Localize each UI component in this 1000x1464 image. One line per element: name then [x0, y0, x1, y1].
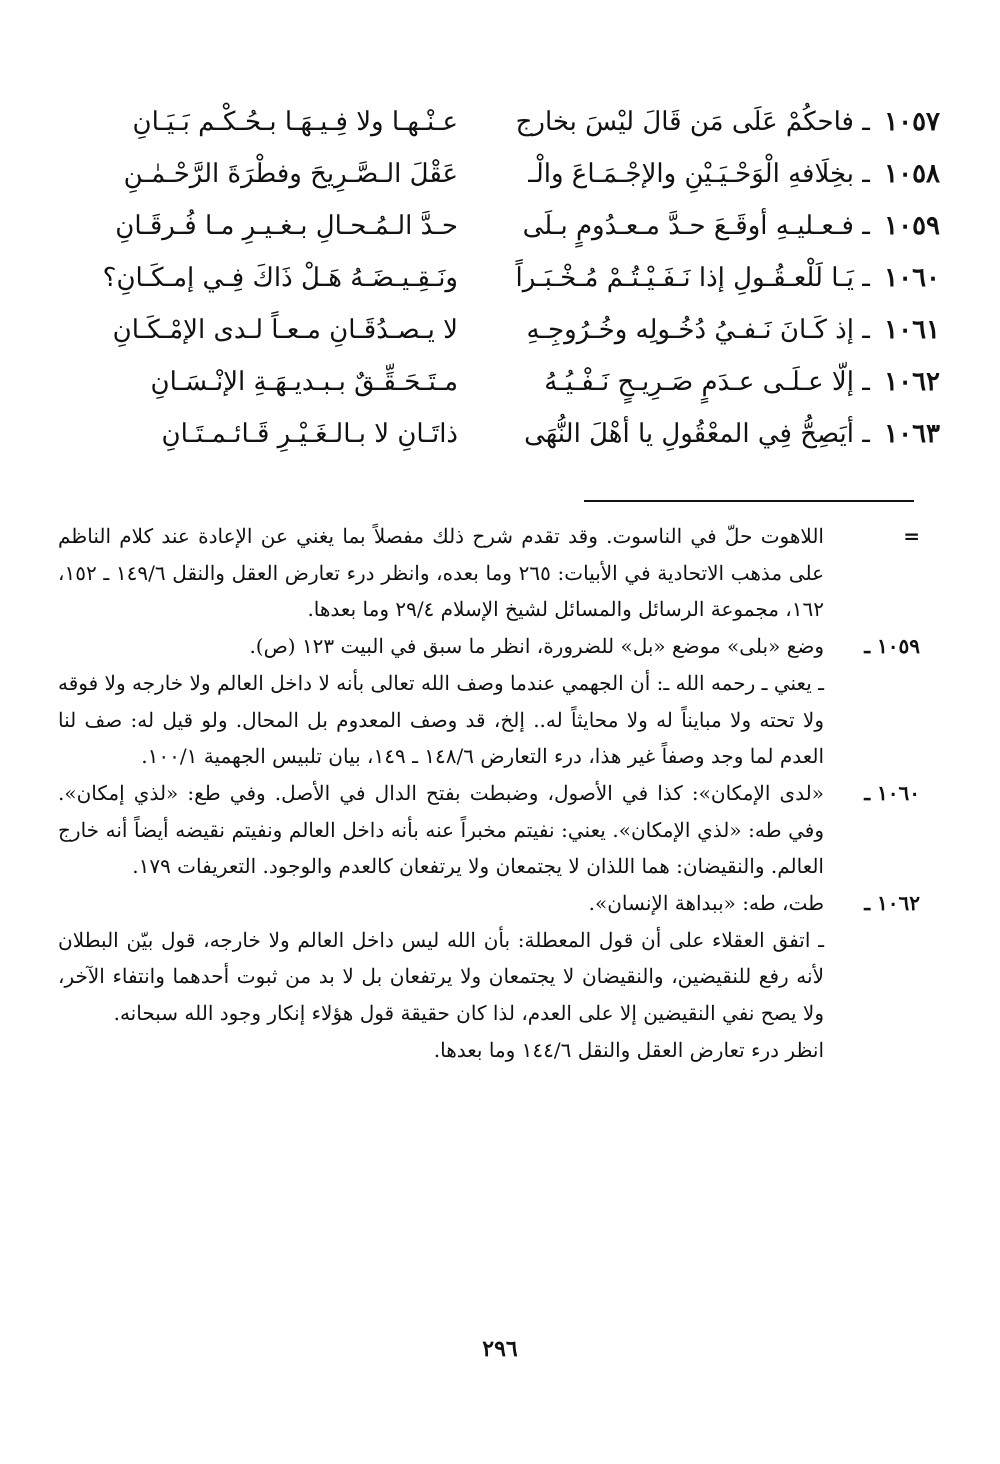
- footnote-marker: ١٠٦٠ ـ: [864, 780, 920, 805]
- footnote-text: طت، طه: «ببداهة الإنسان».: [588, 891, 824, 916]
- verse-line: [40, 252, 940, 304]
- verse-second-half: عَقْلَ الـصَّـرِيحَ وفطْرَةَ الرَّحْـمٰـنِ: [123, 159, 458, 189]
- verse-number: ١٠٦٣: [884, 419, 940, 449]
- verse-number: ١٠٥٨: [884, 159, 940, 189]
- footnote-marker: ١٠٥٩ ـ: [864, 634, 920, 659]
- footnote-marker: =: [903, 524, 920, 548]
- footnotes: [58, 518, 920, 1069]
- poem-verses: [40, 96, 940, 460]
- footnote: [58, 885, 920, 922]
- verse-line: [40, 200, 940, 252]
- verse-first-half-text: يَـا لَلْعـقُـولِ إذا نَـفَـيْـتُـمْ مُـخْـبَـراً: [515, 263, 854, 293]
- verse-first-half-text: فاحكُمْ عَلَى مَن قَالَ ليْسَ بخارج: [515, 107, 854, 137]
- verse-number: ١٠٥٩: [884, 211, 940, 241]
- verse-number: ١٠٦٢: [884, 367, 940, 397]
- verse-line: [40, 96, 940, 148]
- verse-second-half: عـنْـهـا ولا فِـيـهَـا بـحُـكْـم بَـيَـانِ: [132, 107, 458, 137]
- footnote-text: اللاهوت حلّ في الناسوت. وقد تقدم شرح ذلك مفصلاً بما يغني عن الإعادة عند كلام الناظم على مذهب الاتحادية في الأبيات: ٢٦٥ وما بعده، وانظر درء تعارض العقل والنقل ١٤٩/٦ ـ ١٥٢، ١٦٢، مجموعة الرسائل والمسائل لشيخ الإسلام ٢٩/٤ وما بعدها.: [58, 524, 824, 622]
- verse-first-half: ١٠٦٢ ـ إلّا عـلَـى عـدَمٍ صَـرِيـحٍ نَـفْـيُـهُ: [544, 367, 940, 397]
- footnote: [58, 775, 920, 885]
- verse-first-half: ١٠٥٩ ـ فـعـليـهِ أوقَـعَ حـدَّ مـعـدُومٍ بـلَى: [522, 211, 940, 241]
- verse-first-half-text: بخِلَافهِ الْوَحْـيَـيْنِ والإجْـمَـاعَ والْـ: [528, 159, 854, 189]
- verse-line: [40, 304, 940, 356]
- footnote-text: «لدى الإمكان»: كذا في الأصول، وضبطت بفتح الدال في الأصل. وفي طع: «لذي إمكان». وفي طه: «لذي الإمكان». يعني: نفيتم مخبراً عنه بأنه داخل العالم ونفيتم نقيضه أيضاً أنه خارج العالم. والنقيضان: هما اللذان لا يجتمعان ولا يرتفعان كالعدم والوجود. التعريفات ١٧٩.: [58, 780, 824, 879]
- verse-number: ١٠٦١: [884, 315, 940, 345]
- footnote-text: وضع «بلى» موضع «بل» للضرورة، انظر ما سبق في البيت ١٢٣ (ص).: [249, 634, 824, 659]
- verse-second-half: لا يـصـدُقَـانِ مـعـاً لـدى الإمْـكَـانِ: [112, 315, 458, 345]
- verse-first-half-text: إذ كَـانَ نَـفـيُ دُخُـولِه وخُـرُوجِـهِ: [526, 315, 854, 345]
- footnote: [58, 922, 920, 1032]
- verse-first-half-text: فـعـليـهِ أوقَـعَ حـدَّ مـعـدُومٍ بـلَى: [522, 211, 854, 241]
- verse-line: [40, 408, 940, 460]
- footnote-text: ـ يعني ـ رحمه الله ـ: أن الجهمي عندما وصف الله تعالى بأنه لا داخل العالم ولا خارجه ولا فوقه ولا تحته ولا مبايناً له ولا محايثاً له.. إلخ، قد وصف المعدوم بل المحال. ولو قيل له: صف لنا العدم لما وجد وصفاً غير هذا، درء التعارض ١٤٨/٦ ـ ١٤٩، بيان تلبيس الجهمية ١٠٠/١.: [58, 670, 824, 769]
- verse-first-half: ١٠٦١ ـ إذ كَـانَ نَـفـيُ دُخُـولِه وخُـرُوجِـهِ: [526, 315, 940, 345]
- verse-second-half: مـتَـحَـقِّـقٌ بـبـديـهَـةِ الإنْـسَـانِ: [150, 367, 458, 397]
- footnote: [58, 665, 920, 775]
- verse-second-half: ونَـقِـيـضَـهُ هَـلْ ذَاكَ فِـي إمـكَـانِ؟: [102, 263, 458, 293]
- page-number: ٢٩٦: [482, 1336, 518, 1362]
- footnote: [58, 518, 920, 628]
- verse-first-half: ١٠٥٧ ـ فاحكُمْ عَلَى مَن قَالَ ليْسَ بخارج: [515, 107, 940, 137]
- verse-second-half: ذاتَـانِ لا بـالـغَـيْـرِ قَـائـمـتَـانِ: [161, 419, 458, 449]
- verse-second-half: حـدَّ الـمُـحـالِ بـغـيـرِ مـا فُـرقَـانِ: [115, 211, 458, 241]
- footnote-text: انظر درء تعارض العقل والنقل ١٤٤/٦ وما بعدها.: [433, 1037, 824, 1062]
- footnote: [58, 628, 920, 665]
- verse-first-half: ١٠٦٠ ـ يَـا لَلْعـقُـولِ إذا نَـفَـيْـتُـمْ مُـخْـبَـراً: [515, 263, 940, 293]
- footnote: [58, 1032, 920, 1069]
- verse-number: ١٠٥٧: [884, 107, 940, 137]
- verse-first-half-text: إلّا عـلَـى عـدَمٍ صَـرِيـحٍ نَـفْـيُـهُ: [544, 367, 854, 397]
- verse-first-half: ١٠٥٨ ـ بخِلَافهِ الْوَحْـيَـيْنِ والإجْـمَـاعَ والْـ: [528, 159, 940, 189]
- verse-number: ١٠٦٠: [884, 263, 940, 293]
- footnote-separator: [584, 500, 914, 502]
- verse-first-half-text: أيَصِحُّ فِي المعْقُولِ يا أهْلَ النُّهَى: [524, 419, 854, 449]
- footnote-marker: ١٠٦٢ ـ: [864, 891, 920, 916]
- verse-line: [40, 148, 940, 200]
- verse-first-half: ١٠٦٣ ـ أيَصِحُّ فِي المعْقُولِ يا أهْلَ النُّهَى: [524, 419, 940, 449]
- verse-line: [40, 356, 940, 408]
- footnote-text: ـ اتفق العقلاء على أن قول المعطلة: بأن الله ليس داخل العالم ولا خارجه، قول بيّن البطلان لأنه رفع للنقيضين، والنقيضان لا يجتمعان ولا يرتفعان بل لا بد من ثبوت أحدهما وانتفاء الآخر، ولا يصح نفي النقيضين إلا على العدم، لذا كان حقيقة قول هؤلاء إنكار وجود الله سبحانه.: [58, 927, 824, 1026]
